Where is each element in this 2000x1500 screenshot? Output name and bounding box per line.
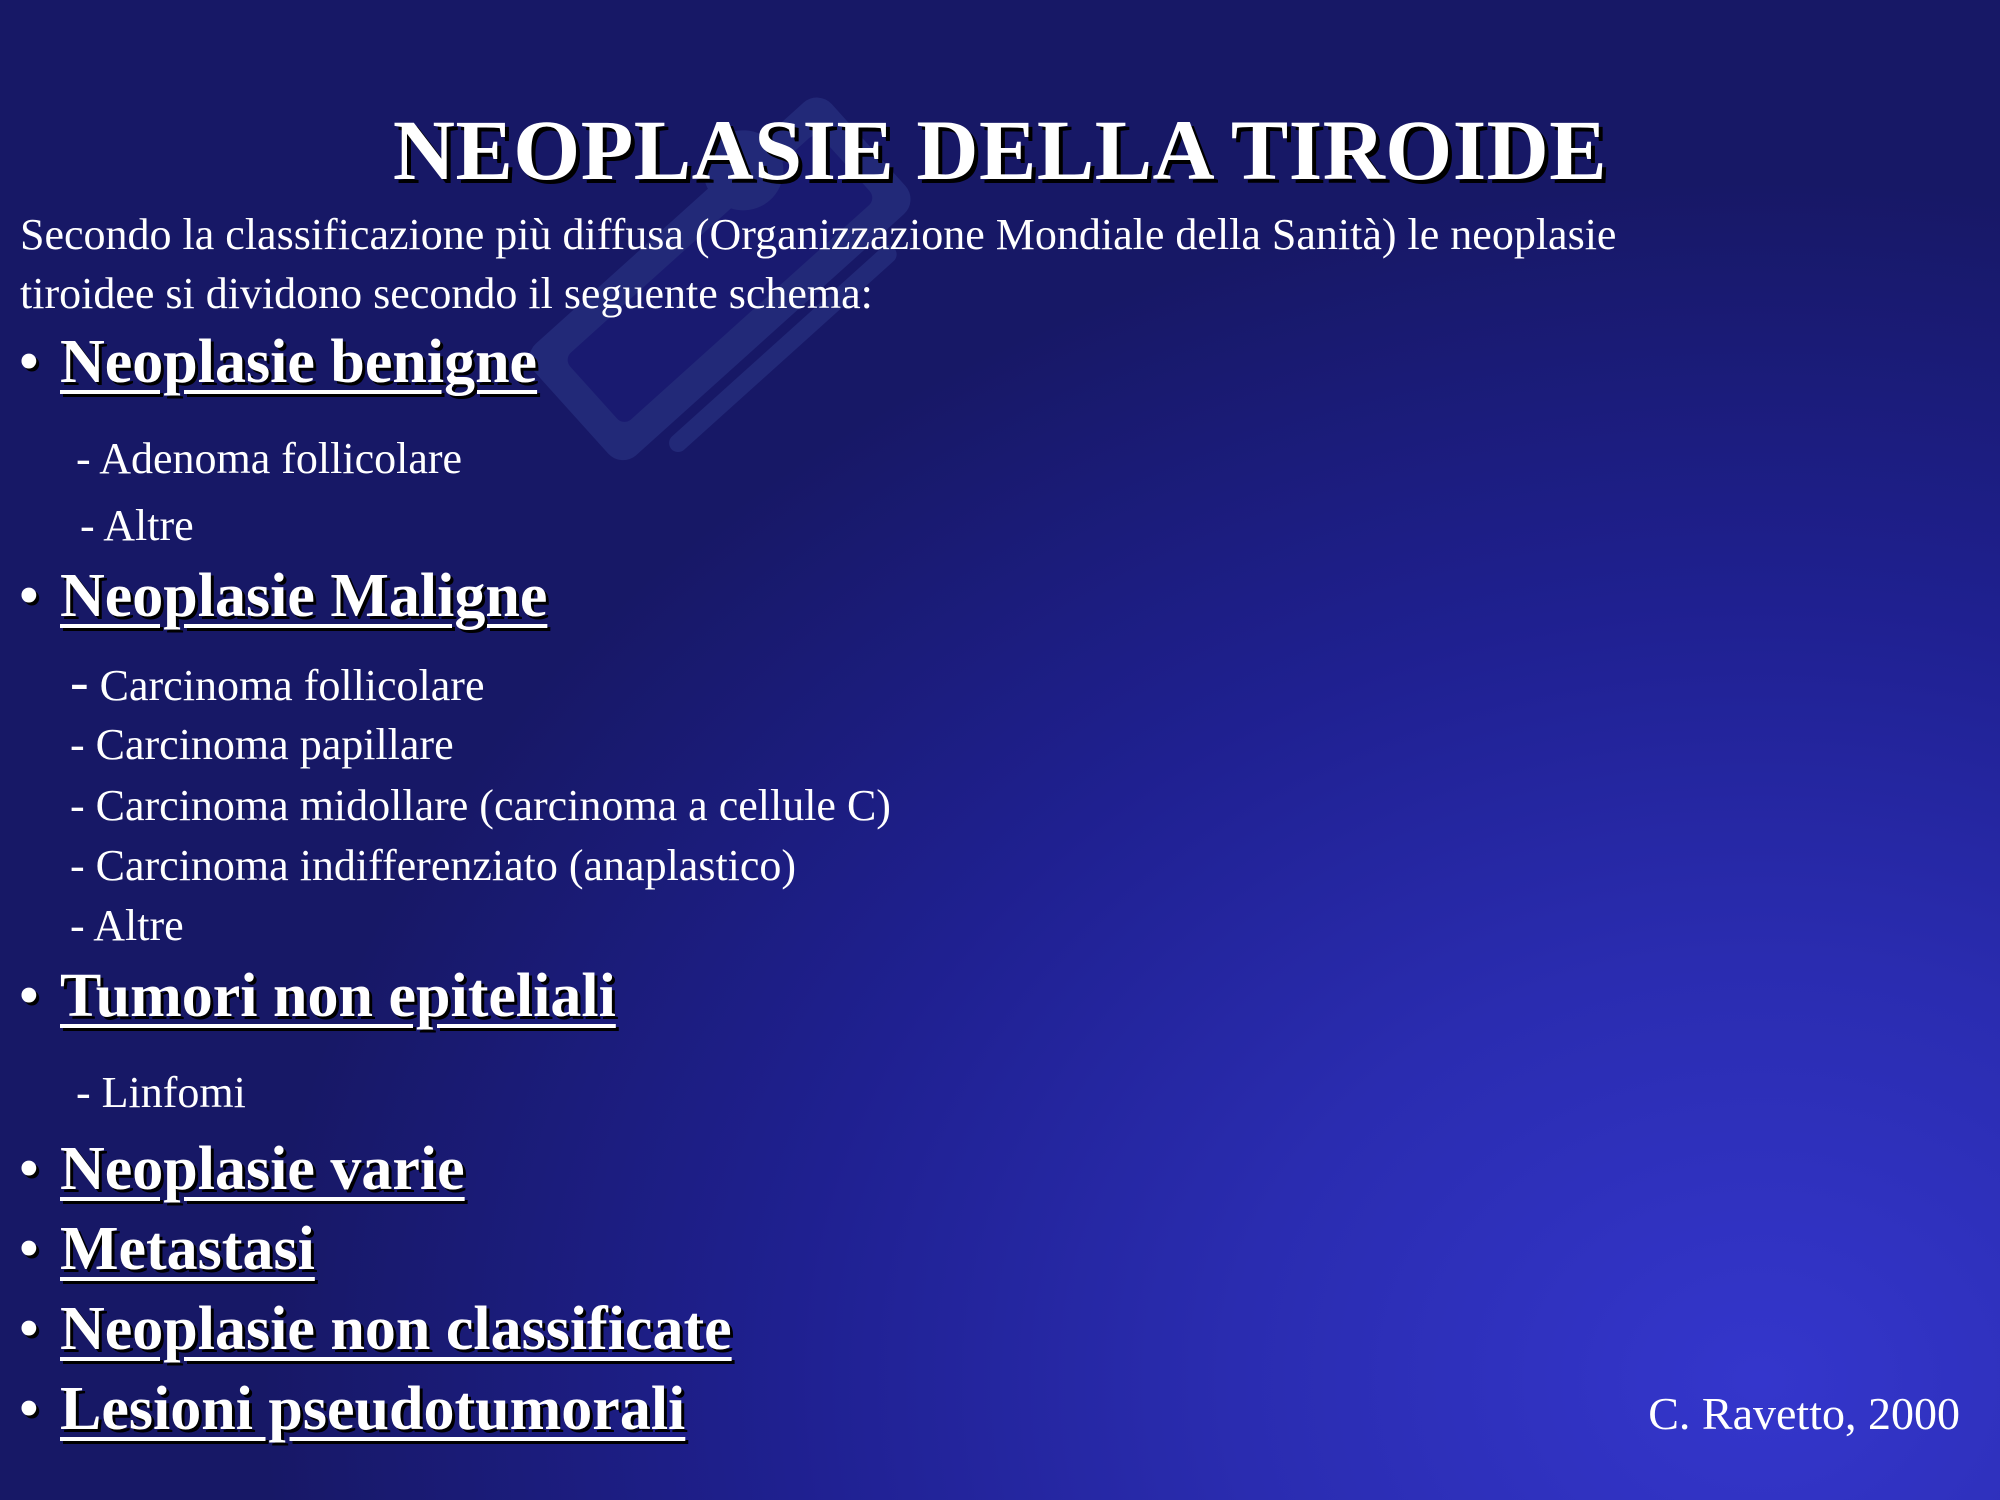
- dash-mark: -: [70, 651, 89, 713]
- category-neoplasie-benigne: [18, 327, 537, 397]
- category-label: Neoplasie Maligne: [60, 562, 548, 630]
- category-label: Metastasi: [60, 1215, 315, 1283]
- category-tumori-non-epiteliali: [18, 961, 616, 1031]
- intro-text: [20, 205, 1920, 323]
- category-metastasi: [18, 1214, 315, 1284]
- list-item: - Carcinoma papillare: [70, 720, 454, 769]
- category-neoplasie-maligne: [18, 561, 547, 631]
- list-item: - Altre: [80, 501, 194, 550]
- list-item: - Carcinoma midollare (carcinoma a cellule C): [70, 781, 891, 830]
- category-lesioni-pseudotumorali: [18, 1374, 685, 1444]
- bullet-icon: •: [18, 1375, 40, 1443]
- category-neoplasie-non-classificate: [18, 1294, 732, 1364]
- bullet-icon: •: [18, 562, 40, 630]
- slide-title: NEOPLASIE DELLA TIROIDE: [392, 102, 1608, 198]
- category-label: Lesioni pseudotumorali: [60, 1375, 686, 1443]
- bullet-icon: •: [18, 1215, 40, 1283]
- bullet-icon: •: [18, 962, 40, 1030]
- intro-line-1: Secondo la classificazione più diffusa (Organizzazione Mondiale della Sanità) le neoplasie: [20, 210, 1617, 259]
- list-item: - Adenoma follicolare: [76, 434, 463, 483]
- category-label: Neoplasie benigne: [60, 328, 538, 396]
- list-item-text: Carcinoma follicolare: [99, 661, 485, 710]
- bullet-icon: •: [18, 328, 40, 396]
- category-neoplasie-varie: [18, 1134, 465, 1204]
- list-item: - Carcinoma indifferenziato (anaplastico): [70, 841, 797, 890]
- list-item: - Altre: [70, 901, 184, 950]
- category-label: Neoplasie varie: [60, 1135, 465, 1203]
- bullet-icon: •: [18, 1135, 40, 1203]
- credit-text: C. Ravetto, 2000: [1648, 1388, 1960, 1439]
- intro-line-2: tiroidee si dividono secondo il seguente schema:: [20, 269, 873, 318]
- category-label: Neoplasie non classificate: [60, 1295, 732, 1363]
- bullet-icon: •: [18, 1295, 40, 1363]
- list-item: [70, 651, 485, 713]
- category-label: Tumori non epiteliali: [60, 962, 616, 1030]
- list-item: - Linfomi: [76, 1068, 246, 1117]
